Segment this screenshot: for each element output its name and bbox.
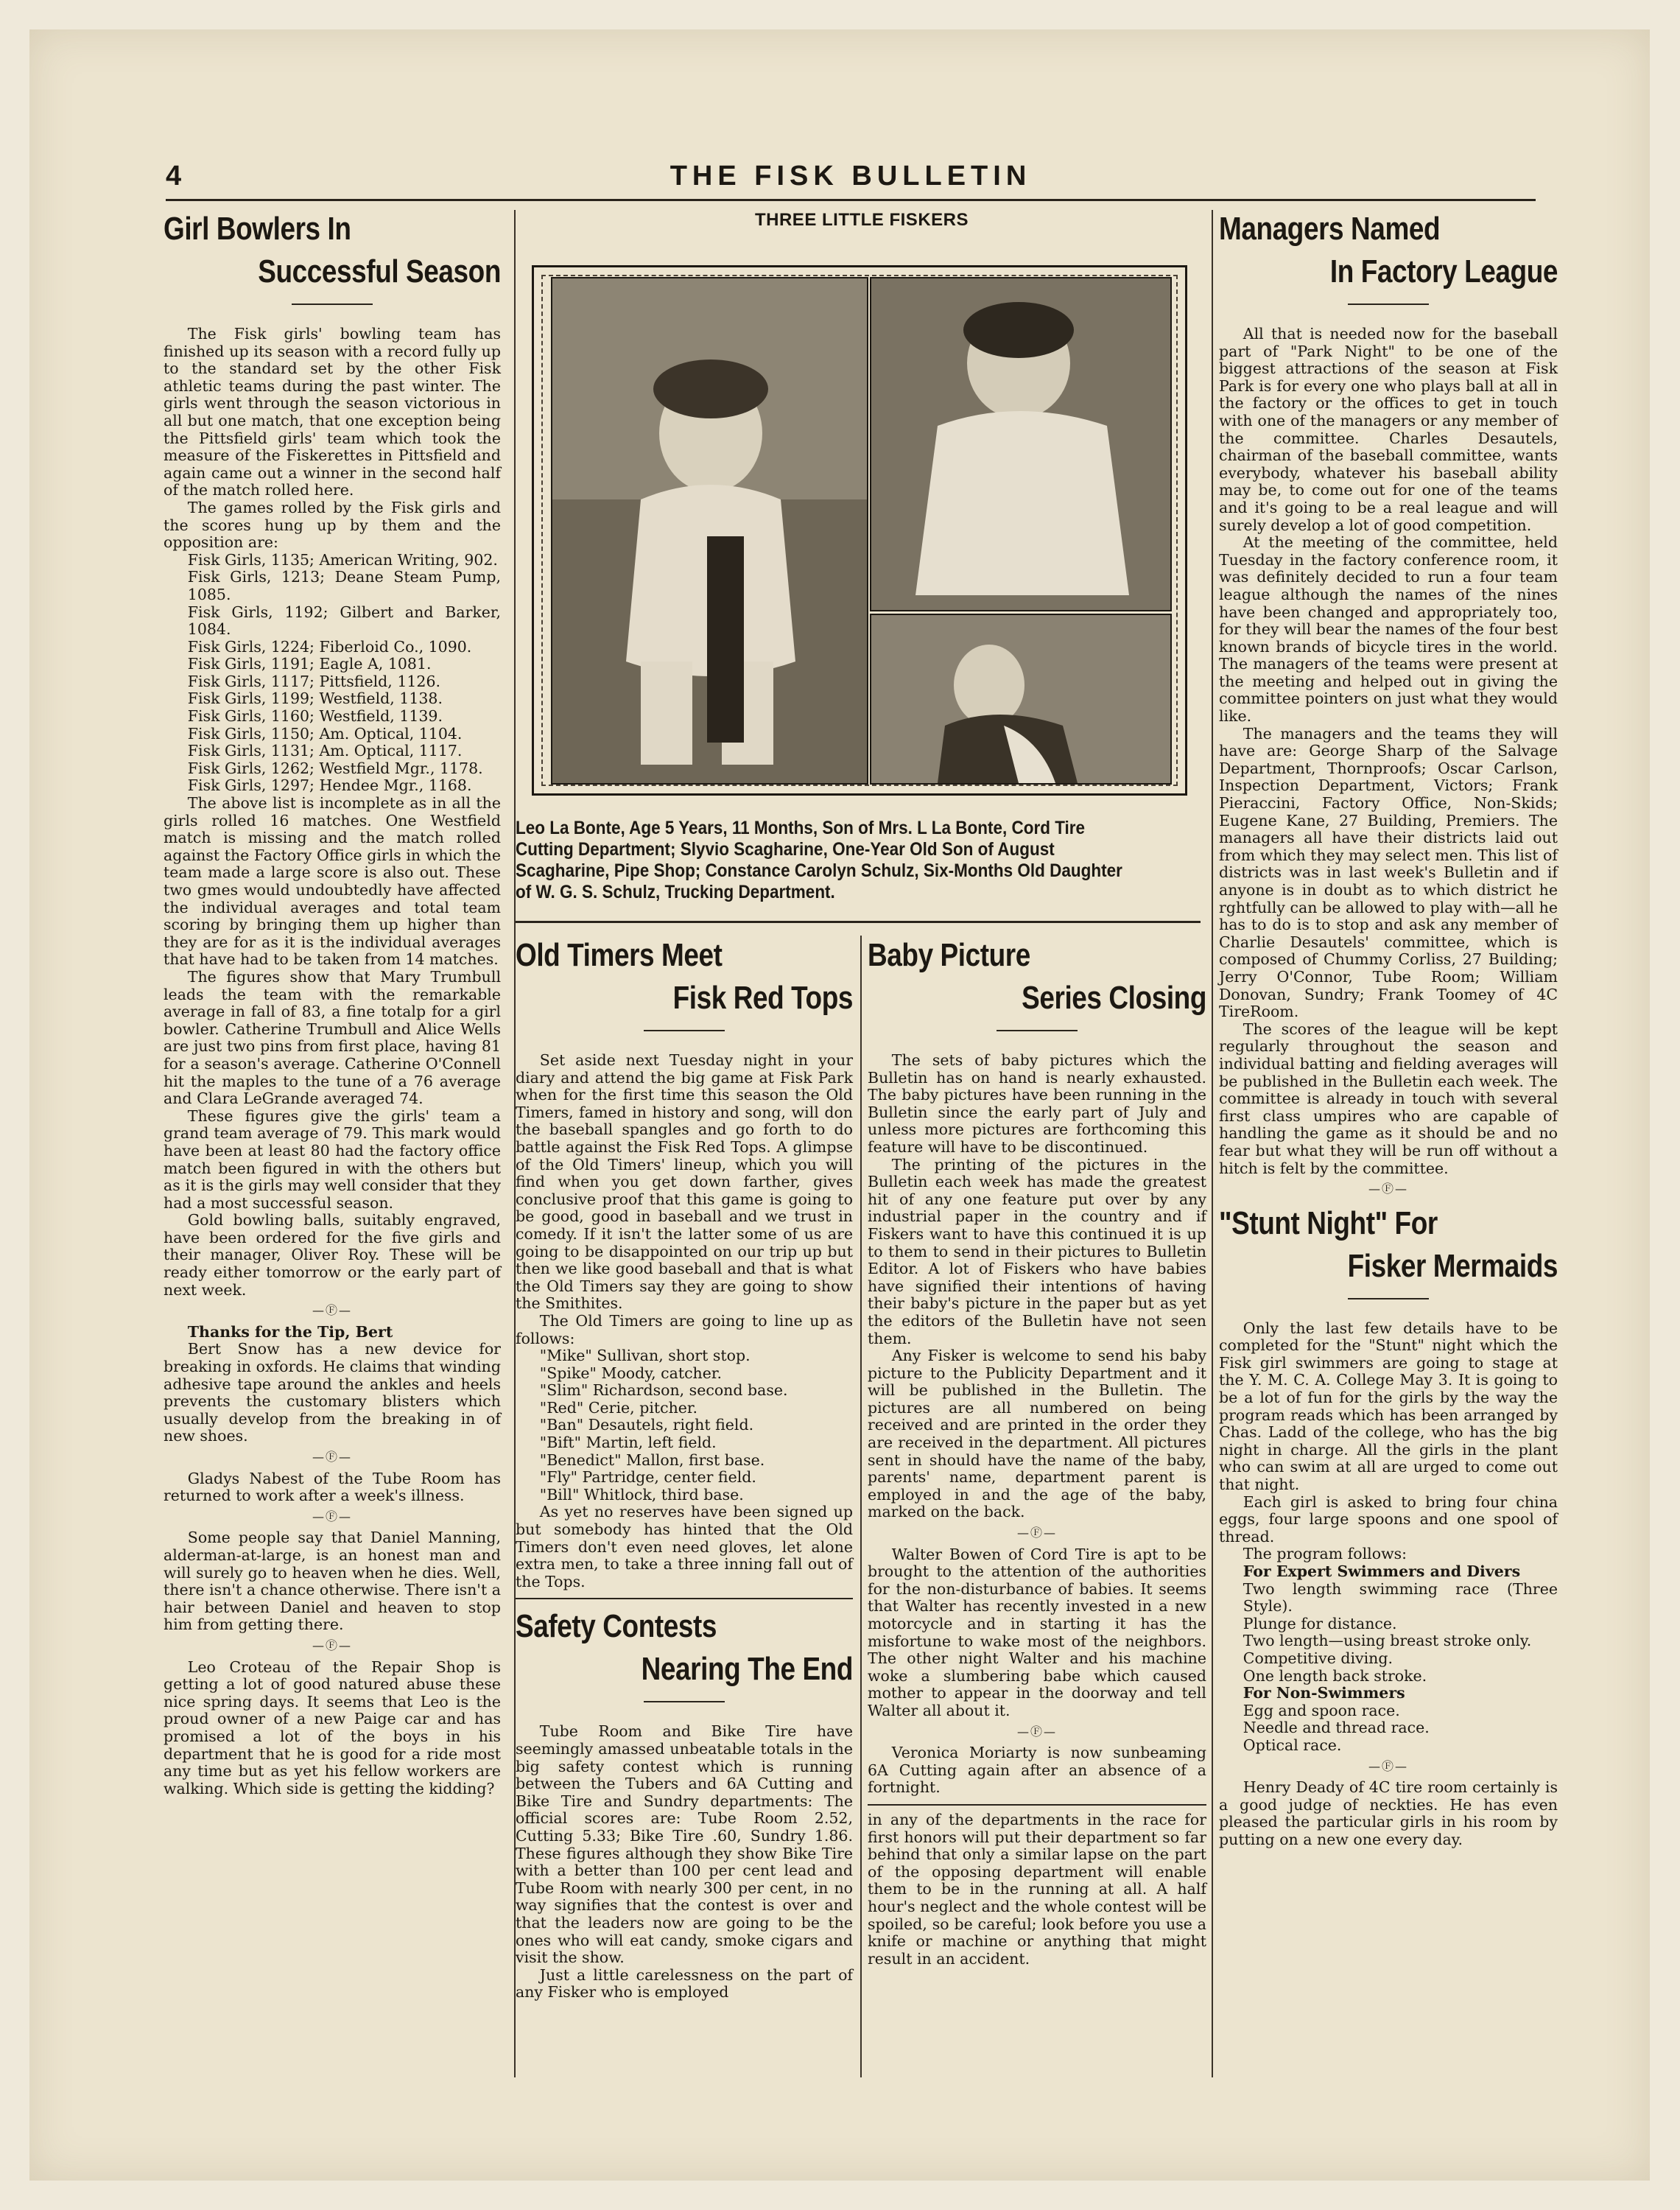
score-line: Fisk Girls, 1224; Fiberloid Co., 1090. — [187, 637, 472, 656]
score-line: Fisk Girls, 1192; Gilbert and Barker, 1084. — [187, 603, 501, 639]
headline: Nearing The End — [641, 1651, 853, 1688]
column-left — [164, 208, 501, 1797]
divider — [1348, 304, 1429, 305]
lineup-item: "Benedict" Mallon, first base. — [539, 1450, 765, 1469]
paragraph: The program follows: — [1243, 1545, 1407, 1563]
divider — [997, 1030, 1078, 1031]
paragraph: Walter Bowen of Cord Tire is apt to be brought to the attention of the authorities for the non-disturbance of babies. It seems that Walter has recently invested in a new motorcycle and in starting it has the misfortune to wake most of the neighbors. The other night Walter and his machine woke a slumbering babe which caused mother to appear in the doorway and tell Walter all about it. — [868, 1545, 1206, 1719]
separator: —Ⓕ— — [312, 1638, 352, 1652]
photo-slyvio-scagharine — [870, 277, 1172, 611]
caption-rule — [516, 921, 1201, 923]
paper-title: THE FISK BULLETIN — [669, 161, 1032, 192]
separator: —Ⓕ— — [312, 1509, 352, 1523]
paragraph: The printing of the pictures in the Bulletin each week has made the greatest hit of any one feature put over by any industrial paper in the country and if Fiskers want to have this continued it is up to them to send in their pictures to Bulletin Editor. A lot of Fiskers who have babies have signified their intentions of having their baby's picture in the paper but as yet the editors of the Bulletin have not seen them. — [868, 1155, 1206, 1347]
divider — [644, 1030, 725, 1031]
subheadline: For Non-Swimmers — [1243, 1684, 1405, 1702]
column-middle-right — [868, 934, 1206, 1968]
score-line: Fisk Girls, 1199; Westfield, 1138. — [187, 690, 443, 708]
separator: —Ⓕ— — [1016, 1526, 1057, 1540]
photo-leo-la-bonte — [551, 277, 868, 785]
paragraph: The scores of the league will be kept regularly throughout the season and individual batting and fielding averages will be published in the Bulletin each week. The committee is already in touch with several first class umpires who are capable of handling the game as it should be and no fear but what they will be run off without a hitch is felt by the committee. — [1219, 1020, 1558, 1177]
score-line: Fisk Girls, 1213; Deane Steam Pump, 1085. — [187, 568, 501, 603]
program-item: Plunge for distance. — [1243, 1614, 1397, 1632]
section-rule — [868, 1804, 1206, 1806]
paragraph: All that is needed now for the baseball part of "Park Night" to be one of the biggest attractions of the season at Fisk Park is for every one who plays ball at all in the factory or the offices to get in touch with one of the managers or any member of the committee. Charles Desautels, chairman of the baseball committee, wants everybody, whatever his baseball ability may be, to come out for one of the teams and it's going to be a real league and will surely develop a lot of good competition. — [1219, 325, 1558, 534]
paragraph: The above list is incomplete as in all the girls rolled 16 matches. One Westfield match is missing and the match rolled against the Factory Office girls in which the team made a large score is also out. These two gmes would undoubtedly have affected the individual averages and total team scoring by bringing them up higher than they are for as it is the individual averages that have had to be taken from 14 matches. — [164, 794, 501, 969]
photo-caption: Leo La Bonte, Age 5 Years, 11 Months, Son of Mrs. L La Bonte, Cord Tire Cutting Department; Slyvio Scagharine, One-Year Old Son of August Scagharine, Pipe Shop; Constance Carolyn Schulz, Six-Months Old Daughter of W. G. S. Schulz, Trucking Department. — [516, 818, 1122, 902]
headline: Successful Season — [258, 253, 501, 290]
photo-constance-schulz — [870, 614, 1172, 785]
lineup-item: "Mike" Sullivan, short stop. — [539, 1347, 751, 1365]
header-rule — [166, 199, 1536, 201]
score-line: Fisk Girls, 1191; Eagle A, 1081. — [187, 655, 432, 673]
program-item: Two length swimming race (Three Style). — [1243, 1579, 1558, 1616]
score-line: Fisk Girls, 1150; Am. Optical, 1104. — [187, 724, 463, 743]
paragraph: Some people say that Daniel Manning, alderman-at-large, is an honest man and will surely go to heaven when he dies. Well, there isn't a chance otherwise. There isn't a hair between Daniel and heaven to stop him from getting there. — [164, 1529, 501, 1634]
lineup-item: "Slim" Richardson, second base. — [539, 1381, 788, 1400]
headline: Fisker Mermaids — [1347, 1247, 1558, 1284]
headline: Safety Contests — [516, 1608, 717, 1645]
paragraph: As yet no reserves have been signed up but somebody has hinted that the Old Timers don't even need gloves, let alone extra men, to take a three inning fall out of the Tops. — [516, 1503, 853, 1590]
divider — [1348, 1298, 1429, 1299]
program-item: Needle and thread race. — [1243, 1719, 1430, 1737]
section-rule — [516, 1598, 853, 1599]
paragraph: Leo Croteau of the Repair Shop is getting a lot of good natured abuse these nice spring days. It seems that Leo is the proud owner of a new Paige car and has promised a lot of the boys in his department that he is good for a ride most any time but as yet his fellow workers are walking. Which side is getting the kidding? — [164, 1658, 501, 1797]
paragraph: The managers and the teams they will have are: George Sharp of the Salvage Department, Thornproofs; Oscar Carlson, Inspection Department, Victors; Frank Pieraccini, Factory Office, Non-Skids; Eugene Kane, 27 Building, Premiers. The managers all have their districts laid out from which they may select men. This list of districts was in last week's Bulletin and if anyone is in doubt as to which district he rghtfully can be allowed to play with—all he has to do is to stop and ask any member of Charlie Desautels' committee, which is composed of Chummy Corliss, 27 Building; Jerry O'Connor, Tube Room; William Donovan, Sundry; Frank Toomey of 4C TireRoom. — [1219, 724, 1558, 1021]
paragraph: Each girl is asked to bring four china eggs, four large spoons and one spool of thread. — [1219, 1492, 1558, 1546]
lineup-item: "Fly" Partridge, center field. — [539, 1468, 756, 1487]
child-photo-graphic — [871, 615, 1170, 783]
column-right — [1219, 208, 1558, 1849]
paragraph: These figures give the girls' team a grand team average of 79. This mark would have been at least 80 had the factory office match been figured in with the others but as it is the girls may well consider that they had a most successful season. — [164, 1106, 501, 1212]
child-photo-graphic — [871, 278, 1170, 610]
program-item: Optical race. — [1243, 1736, 1342, 1754]
photo-title: THREE LITTLE FISKERS — [754, 210, 969, 230]
paragraph: Bert Snow has a new device for breaking in oxfords. He claims that winding adhesive tape around the ankles and heels prevents the customary blisters which usually develop from the breaking in of new shoes. — [164, 1340, 501, 1445]
paragraph: Just a little carelessness on the part of any Fisker who is employed — [516, 1965, 853, 2002]
paragraph: Set aside next Tuesday night in your diary and attend the big game at Fisk Park when for the first time this season the Old Timers, famed in history and song, will don the baseball spangles and go forth to do battle against the Fisk Red Tops. A glimpse of the Old Timers' lineup, which you will find when you get down farther, gives conclusive proof that this game is going to be good, good in baseball and we trust in comedy. If it isn't the latter some of us are going to be disappointed on our trip up but then we like good baseball and that is what the Old Timers say they are going to show the Smithites. — [516, 1051, 853, 1313]
column-middle-left — [516, 934, 853, 2002]
paragraph: Gold bowling balls, suitably engraved, have been ordered for the five girls and their manager, Oliver Roy. These will be ready either tomorrow or the early part of next week. — [164, 1211, 501, 1299]
headline: Girl Bowlers In — [164, 211, 351, 247]
child-photo-graphic — [552, 278, 867, 783]
paragraph: Any Fisker is welcome to send his baby picture to the Publicity Department and it will be published in the Bulletin. The pictures are all numbered on being received and are printed in the order they are received in the department. All pictures sent in should have the name of the baby, parents' name, department parent is employed in and the age of the baby, marked on the back. — [868, 1347, 1206, 1521]
headline: Baby Picture — [868, 937, 1030, 973]
headline: Old Timers Meet — [516, 937, 723, 973]
page-number: 4 — [166, 161, 182, 192]
paragraph: Veronica Moriarty is now sunbeaming 6A Cutting again after an absence of a fortnight. — [868, 1744, 1206, 1797]
paragraph: Henry Deady of 4C tire room certainly is a good judge of neckties. He has even pleased the particular girls in his room by putting on a new one every day. — [1219, 1778, 1558, 1848]
paragraph: The sets of baby pictures which the Bulletin has on hand is nearly exhausted. The baby pictures have been running in the Bulletin since the early part of July and unless more pictures are forthcoming this feature will have to be discontinued. — [868, 1051, 1206, 1156]
paragraph: Tube Room and Bike Tire have seemingly amassed unbeatable totals in the big safety contest which is running between the Tubers and 6A Cutting and Bike Tire and Sundry departments: The official scores are: Tube Room 2.52, Cutting 5.33; Bike Tire .60, Sundry 1.86. These figures although they show Bike Tire with a better than 100 per cent lead and Tube Room with nearly 300 per cent, in no way signifies that the contest is over and that the leaders now are going to be the ones who will eat candy, smoke cigars and visit the show. — [516, 1722, 853, 1967]
score-line: Fisk Girls, 1135; American Writing, 902. — [187, 550, 498, 569]
headline: Series Closing — [1022, 980, 1206, 1016]
separator: —Ⓕ— — [1368, 1758, 1408, 1773]
paragraph: The Fisk girls' bowling team has finished up its season with a record fully up to the standard set by the other Fisk athletic teams during the past winter. The girls went through the season victorious in all but one match, that one exception being the Pittsfield girls' team which took the measure of the Fiskerettes in Pittsfield and again came out a winner in the second half of the match rolled here. — [164, 325, 501, 499]
paragraph: The figures show that Mary Trumbull leads the team with the remarkable average in fall of 83, a fine totalp for a girl bowler. Catherine Trumbull and Alice Wells are just two pins from first place, having 81 for a season's average. Catherine O'Connell hit the maples to the tune of a 76 average and Clara LeGrande averaged 74. — [164, 967, 501, 1108]
paragraph: Only the last few details have to be completed for the "Stunt" night which the Fisk girl swimmers are going to stage at the Y. M. C. A. College May 3. It is going to be a lot of fun for the girls by the way the program reads which has been arranged by Chas. Ladd of the college, who has the big night in charge. All the girls in the plant who can swim at all are urged to come out that night. — [1219, 1319, 1558, 1494]
separator: —Ⓕ— — [1016, 1724, 1057, 1739]
paragraph: The games rolled by the Fisk girls and the scores hung up by them and the opposition are: — [164, 498, 501, 552]
headline: Managers Named — [1219, 211, 1441, 247]
separator: —Ⓕ— — [1368, 1182, 1408, 1196]
score-line: Fisk Girls, 1160; Westfield, 1139. — [187, 707, 443, 726]
divider — [644, 1701, 725, 1702]
program-item: Egg and spoon race. — [1243, 1701, 1400, 1719]
subheadline: For Expert Swimmers and Divers — [1243, 1562, 1521, 1580]
score-line: Fisk Girls, 1131; Am. Optical, 1117. — [187, 742, 463, 760]
headline: Fisk Red Tops — [672, 980, 853, 1016]
subheadline: Thanks for the Tip, Bert — [187, 1322, 393, 1341]
score-line: Fisk Girls, 1297; Hendee Mgr., 1168. — [187, 776, 472, 795]
program-item: Two length—using breast stroke only. — [1243, 1632, 1532, 1650]
lineup-item: "Bift" Martin, left field. — [539, 1434, 717, 1452]
lineup-item: "Ban" Desautels, right field. — [539, 1416, 754, 1434]
paragraph-continued: in any of the departments in the race for first honors will put their department so far behind that only a similar lapse on the part of the opposing department will enable them to be in the running at all. A half hour's neglect and the whole contest will be spoiled, so be careful; look before you use a knife or machine or anything that might result in an accident. — [868, 1810, 1206, 1968]
column-rule — [1212, 210, 1213, 2077]
paragraph: Gladys Nabest of the Tube Room has returned to work after a week's illness. — [164, 1469, 501, 1505]
divider — [292, 304, 373, 305]
program-item: Competitive diving. — [1243, 1649, 1393, 1667]
column-rule — [860, 936, 862, 2077]
lineup-item: "Bill" Whitlock, third base. — [539, 1485, 744, 1504]
lineup-item: "Red" Cerie, pitcher. — [539, 1398, 697, 1417]
headline: In Factory League — [1329, 253, 1558, 290]
headline: "Stunt Night" For — [1219, 1204, 1438, 1241]
masthead — [166, 161, 1536, 205]
score-line: Fisk Girls, 1117; Pittsfield, 1126. — [187, 672, 441, 690]
separator: —Ⓕ— — [312, 1303, 352, 1318]
lineup-item: "Spike" Moody, catcher. — [539, 1364, 722, 1382]
program-item: One length back stroke. — [1243, 1666, 1427, 1685]
score-line: Fisk Girls, 1262; Westfield Mgr., 1178. — [187, 759, 483, 777]
separator: —Ⓕ— — [312, 1450, 352, 1464]
paragraph: At the meeting of the committee, held Tuesday in the factory conference room, it was definitely decided to run a four team league although the names of the nines have been changed and appropriately too, for they will bear the names of the four best known brands of bicycle tires in the world. The managers of the teams were present at the meeting and helped out in giving the committee pointers on just what they would like. — [1219, 533, 1558, 726]
paragraph: The Old Timers are going to line up as follows: — [516, 1311, 853, 1347]
